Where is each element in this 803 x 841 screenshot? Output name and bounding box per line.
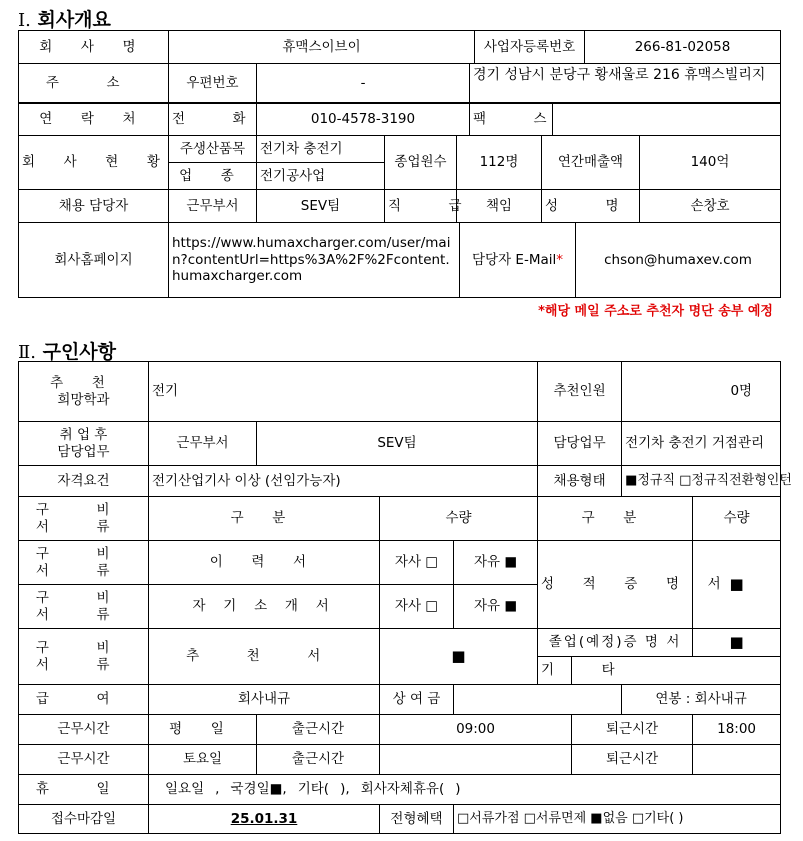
qual-label: 자격요건 [19, 466, 149, 497]
grad-label: 졸업(예정)증 명 서 [538, 629, 693, 657]
rec-dept-label-2: 희망학과 [57, 391, 110, 408]
recruiter-dept-label: 근무부서 [169, 190, 257, 223]
salary-label: 급 여 [19, 685, 149, 715]
section-numeral: Ⅱ. [18, 342, 36, 363]
bizno-label: 사업자등록번호 [475, 31, 585, 64]
col-kind-2: 구 분 [538, 497, 693, 541]
holiday-value: 일요일 , 국경일■, 기타( ), 회사자체휴유( ) [149, 775, 781, 805]
recruit-table [18, 361, 792, 834]
zip-value: - [257, 64, 470, 104]
type-label: 채용형태 [538, 466, 622, 497]
weekday-label: 평 일 [149, 715, 257, 745]
homepage-label: 회사홈페이지 [19, 223, 169, 298]
docs-label-2: 서 류 [35, 656, 132, 673]
docs-label [19, 541, 149, 585]
section-title-text: 회사개요 [37, 9, 111, 31]
salary-value: 회사내규 [149, 685, 380, 715]
bizno-value: 266-81-02058 [585, 31, 781, 64]
email-label: 담당자 E-Mail [472, 251, 557, 268]
after-label-1: 취 업 후 [59, 426, 108, 443]
rec-letter-mark[interactable]: ■ [380, 629, 538, 685]
work-dept-label: 근무부서 [149, 422, 257, 466]
position-value: 책임 [457, 190, 542, 223]
benefit-label: 전형혜택 [380, 805, 454, 834]
sat-end-value [693, 745, 781, 775]
deadline-value-cell [149, 805, 380, 834]
weekday-start-value: 09:00 [380, 715, 572, 745]
docs-label-2: 서 류 [35, 518, 132, 535]
qual-value: 전기산업기사 이상 (선임가능자) [149, 466, 538, 497]
duty-value: 전기차 충전기 거점관리 [622, 422, 781, 466]
sales-value: 140억 [640, 136, 781, 190]
recruiter-label: 채용 담당자 [19, 190, 169, 223]
col-qty-1: 수량 [380, 497, 538, 541]
email-note: *해당 메일 주소로 추천자 명단 송부 예정 [538, 304, 773, 319]
bonus-value [454, 685, 622, 715]
col-kind-1: 구 분 [149, 497, 380, 541]
company-section-title [18, 5, 111, 32]
docs-label [19, 629, 149, 685]
person-value: 손창호 [640, 190, 781, 223]
docs-label-1: 구 비 [35, 639, 132, 656]
address-label: 주 소 [19, 64, 169, 104]
company-table-3 [18, 135, 781, 190]
weekday-end-value: 18:00 [693, 715, 781, 745]
industry-label: 업 종 [169, 163, 257, 190]
bonus-label: 상 여 금 [380, 685, 454, 715]
saturday-label: 토요일 [149, 745, 257, 775]
hours-label: 근무시간 [19, 745, 149, 775]
company-table-5 [18, 222, 781, 298]
duty-label: 담당업무 [538, 422, 622, 466]
email-star: * [556, 251, 563, 268]
zip-label: 우편번호 [169, 64, 257, 104]
company-table-2 [18, 102, 781, 136]
intro-own-form[interactable]: 자사 □ [380, 585, 454, 629]
type-value: ■정규직 □정규직전환형인턴 [622, 466, 781, 497]
company-name-value: 휴맥스이브이 [169, 31, 475, 64]
transcript-mark[interactable]: ■ [693, 541, 781, 629]
product-value: 전기차 충전기 [257, 136, 385, 163]
docs-label-2: 서 류 [35, 562, 132, 579]
section-title-text: 구인사항 [42, 341, 117, 363]
recruiter-dept-value: SEV팀 [257, 190, 385, 223]
docs-label-1: 구 비 [35, 545, 132, 562]
grad-mark[interactable]: ■ [693, 629, 781, 657]
sales-label: 연간매출액 [542, 136, 640, 190]
rec-count-label: 추천인원 [538, 362, 622, 422]
company-table-4 [18, 189, 781, 223]
intro-free-form[interactable]: 자유 ■ [454, 585, 538, 629]
employees-label: 종업원수 [385, 136, 457, 190]
weekday-start-label: 출근시간 [257, 715, 380, 745]
section-numeral: Ⅰ. [18, 10, 31, 31]
position-label: 직 급 [385, 190, 457, 223]
email-label-cell [460, 223, 576, 298]
resume-free-form[interactable]: 자유 ■ [454, 541, 538, 585]
rec-dept-value: 전기 [149, 362, 538, 422]
email-value[interactable]: chson@humaxev.com [576, 223, 781, 298]
after-label [19, 422, 149, 466]
fax-value [553, 103, 781, 136]
status-label: 회 사 현 황 [19, 136, 169, 190]
resume-own-form[interactable]: 자사 □ [380, 541, 454, 585]
weekday-end-label: 퇴근시간 [572, 715, 693, 745]
rec-letter-label: 추 천 서 [149, 629, 380, 685]
transcript-label: 성 적 증 명 서 [538, 541, 693, 629]
sat-start-value [380, 745, 572, 775]
docs-label [19, 497, 149, 541]
homepage-link[interactable]: https://www.humaxcharger.com/user/main?contentUrl=https%3A%2F%2Fcontent.humaxcharger.com [169, 223, 460, 298]
phone-label: 전 화 [169, 103, 257, 136]
industry-value: 전기공사업 [257, 163, 385, 190]
phone-value: 010-4578-3190 [257, 103, 470, 136]
docs-label [19, 585, 149, 629]
product-label: 주생산품목 [169, 136, 257, 163]
address-value: 경기 성남시 분당구 황새울로 216 휴맥스빌리지 [470, 64, 781, 104]
docs-label-1: 구 비 [35, 589, 132, 606]
docs-label-2: 서 류 [35, 606, 132, 623]
company-table [18, 30, 781, 104]
rec-count-value: 0명 [622, 362, 781, 422]
benefit-value: □서류가점 □서류면제 ■없음 □기타( ) [454, 805, 781, 834]
rec-dept-label [19, 362, 149, 422]
sat-end-label: 퇴근시간 [572, 745, 693, 775]
sat-start-label: 출근시간 [257, 745, 380, 775]
fax-label: 팩 스 [470, 103, 553, 136]
holiday-label: 휴 일 [19, 775, 149, 805]
recruit-section-title [18, 337, 116, 364]
deadline-value: 25.01.31 [230, 810, 298, 827]
company-name-label: 회 사 명 [19, 31, 169, 64]
docs-label-1: 구 비 [35, 501, 132, 518]
deadline-label: 접수마감일 [19, 805, 149, 834]
after-label-2: 담당업무 [57, 443, 110, 460]
person-label: 성 명 [542, 190, 640, 223]
employees-value: 112명 [457, 136, 542, 190]
rec-dept-label-1: 추 천 [50, 374, 117, 391]
annual-value: 연봉 : 회사내규 [622, 685, 781, 715]
resume-label: 이 력 서 [149, 541, 380, 585]
etc-label: 기 타 [538, 657, 572, 685]
col-qty-2: 수량 [693, 497, 781, 541]
hours-label: 근무시간 [19, 715, 149, 745]
work-dept-value: SEV팀 [257, 422, 538, 466]
contact-label: 연 락 처 [19, 103, 169, 136]
intro-label: 자 기 소 개 서 [149, 585, 380, 629]
